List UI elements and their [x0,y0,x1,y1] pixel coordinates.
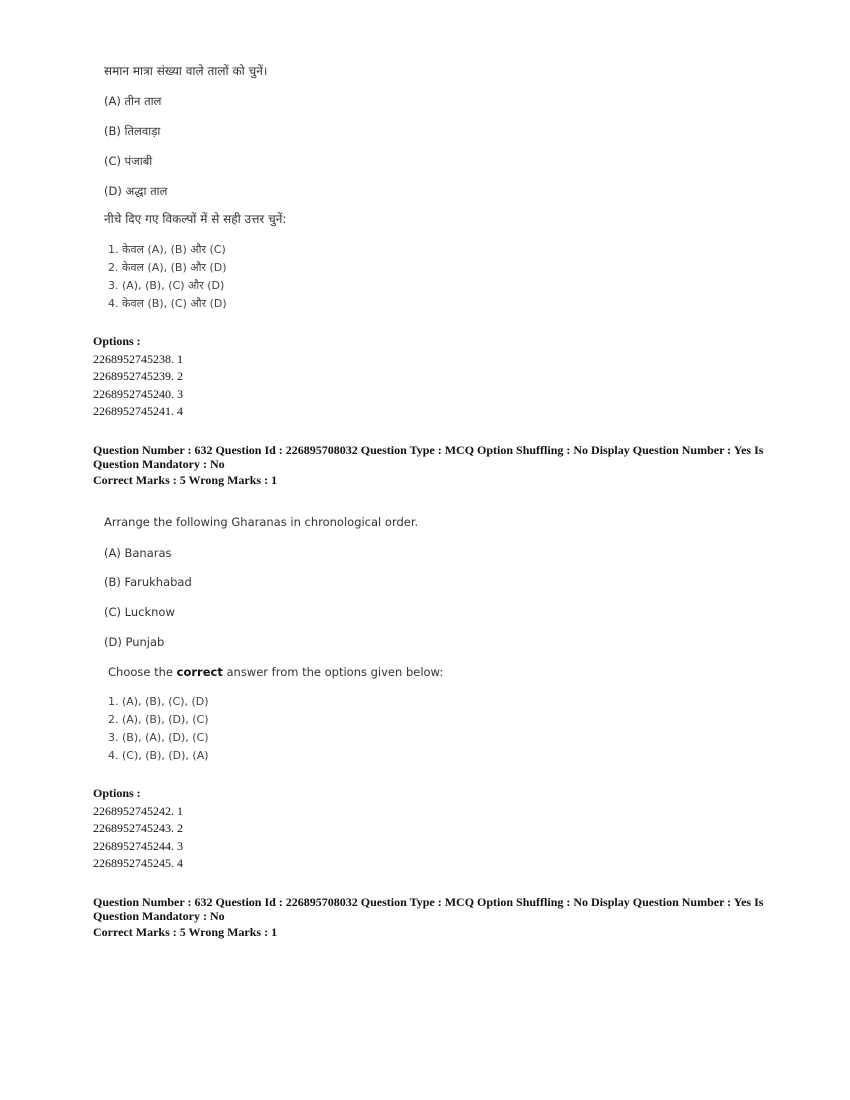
q2-options-label: Options : [93,786,141,800]
q2-choice-1: 1. (A), (B), (C), (D) [108,695,209,708]
q2-choice-2: 2. (A), (B), (D), (C) [108,713,209,726]
q2-item-c: (C) Lucknow [104,605,175,619]
q1-choice-1: 1. केवल (A), (B) और (C) [108,243,226,256]
q1-option-1: 2268952745238. 1 [93,351,183,366]
q1-option-2: 2268952745239. 2 [93,369,183,383]
q1-item-b: (B) तिलवाड़ा [104,124,161,138]
q2-choice-list [108,693,209,765]
q1-option-4: 2268952745241. 4 [93,404,183,418]
q1-item-a: (A) तीन ताल [104,94,162,108]
q2-instruction-bold: correct [176,665,223,679]
q2-header-line3: Correct Marks : 5 Wrong Marks : 1 [93,473,278,487]
q3-header [93,895,773,939]
q2-option-2: 2268952745243. 2 [93,821,183,835]
q2-choice-3: 3. (B), (A), (D), (C) [108,731,209,744]
q3-header-line3: Correct Marks : 5 Wrong Marks : 1 [93,925,278,939]
q2-option-1: 2268952745242. 1 [93,803,183,818]
q1-choice-4: 4. केवल (B), (C) और (D) [108,297,227,310]
q2-item-b: (B) Farukhabad [104,575,192,589]
q1-item-c: (C) पंजाबी [104,154,153,168]
q1-options-label: Options : [93,334,141,348]
q3-header-line1: Question Number : 632 Question Id : 226895708032 Question Type : MCQ Option Shuffling : No Display Question Number : Yes Is [93,895,764,909]
q2-item-a: (A) Banaras [104,546,172,560]
q1-stem: समान मात्रा संख्या वाले तालों को चुनें। [104,64,268,78]
q1-item-d: (D) अद्धा ताल [104,184,168,198]
q2-header-line2: Question Mandatory : No [93,457,225,471]
q2-stem: Arrange the following Gharanas in chronological order. [104,515,419,529]
q2-instruction [108,665,443,679]
q1-options-block [93,333,183,421]
q1-choice-3: 3. (A), (B), (C) और (D) [108,279,225,292]
q2-item-d: (D) Punjab [104,635,165,649]
q1-choice-list [108,241,227,313]
q1-choice-2: 2. केवल (A), (B) और (D) [108,261,227,274]
q2-option-4: 2268952745245. 4 [93,856,183,870]
q2-instruction-post: answer from the options given below: [222,665,444,679]
q2-choice-4: 4. (C), (B), (D), (A) [108,749,209,762]
q1-option-3: 2268952745240. 3 [93,386,183,401]
q2-header-line1: Question Number : 632 Question Id : 226895708032 Question Type : MCQ Option Shuffling : No Display Question Number : Yes Is [93,443,764,457]
q2-header [93,443,773,487]
q2-options-block [93,785,183,873]
q3-header-line2: Question Mandatory : No [93,909,225,923]
q2-option-3: 2268952745244. 3 [93,838,183,853]
q1-instruction: नीचे दिए गए विकल्पों में से सही उत्तर चुनें: [104,212,287,226]
q2-instruction-pre: Choose the [108,665,177,679]
